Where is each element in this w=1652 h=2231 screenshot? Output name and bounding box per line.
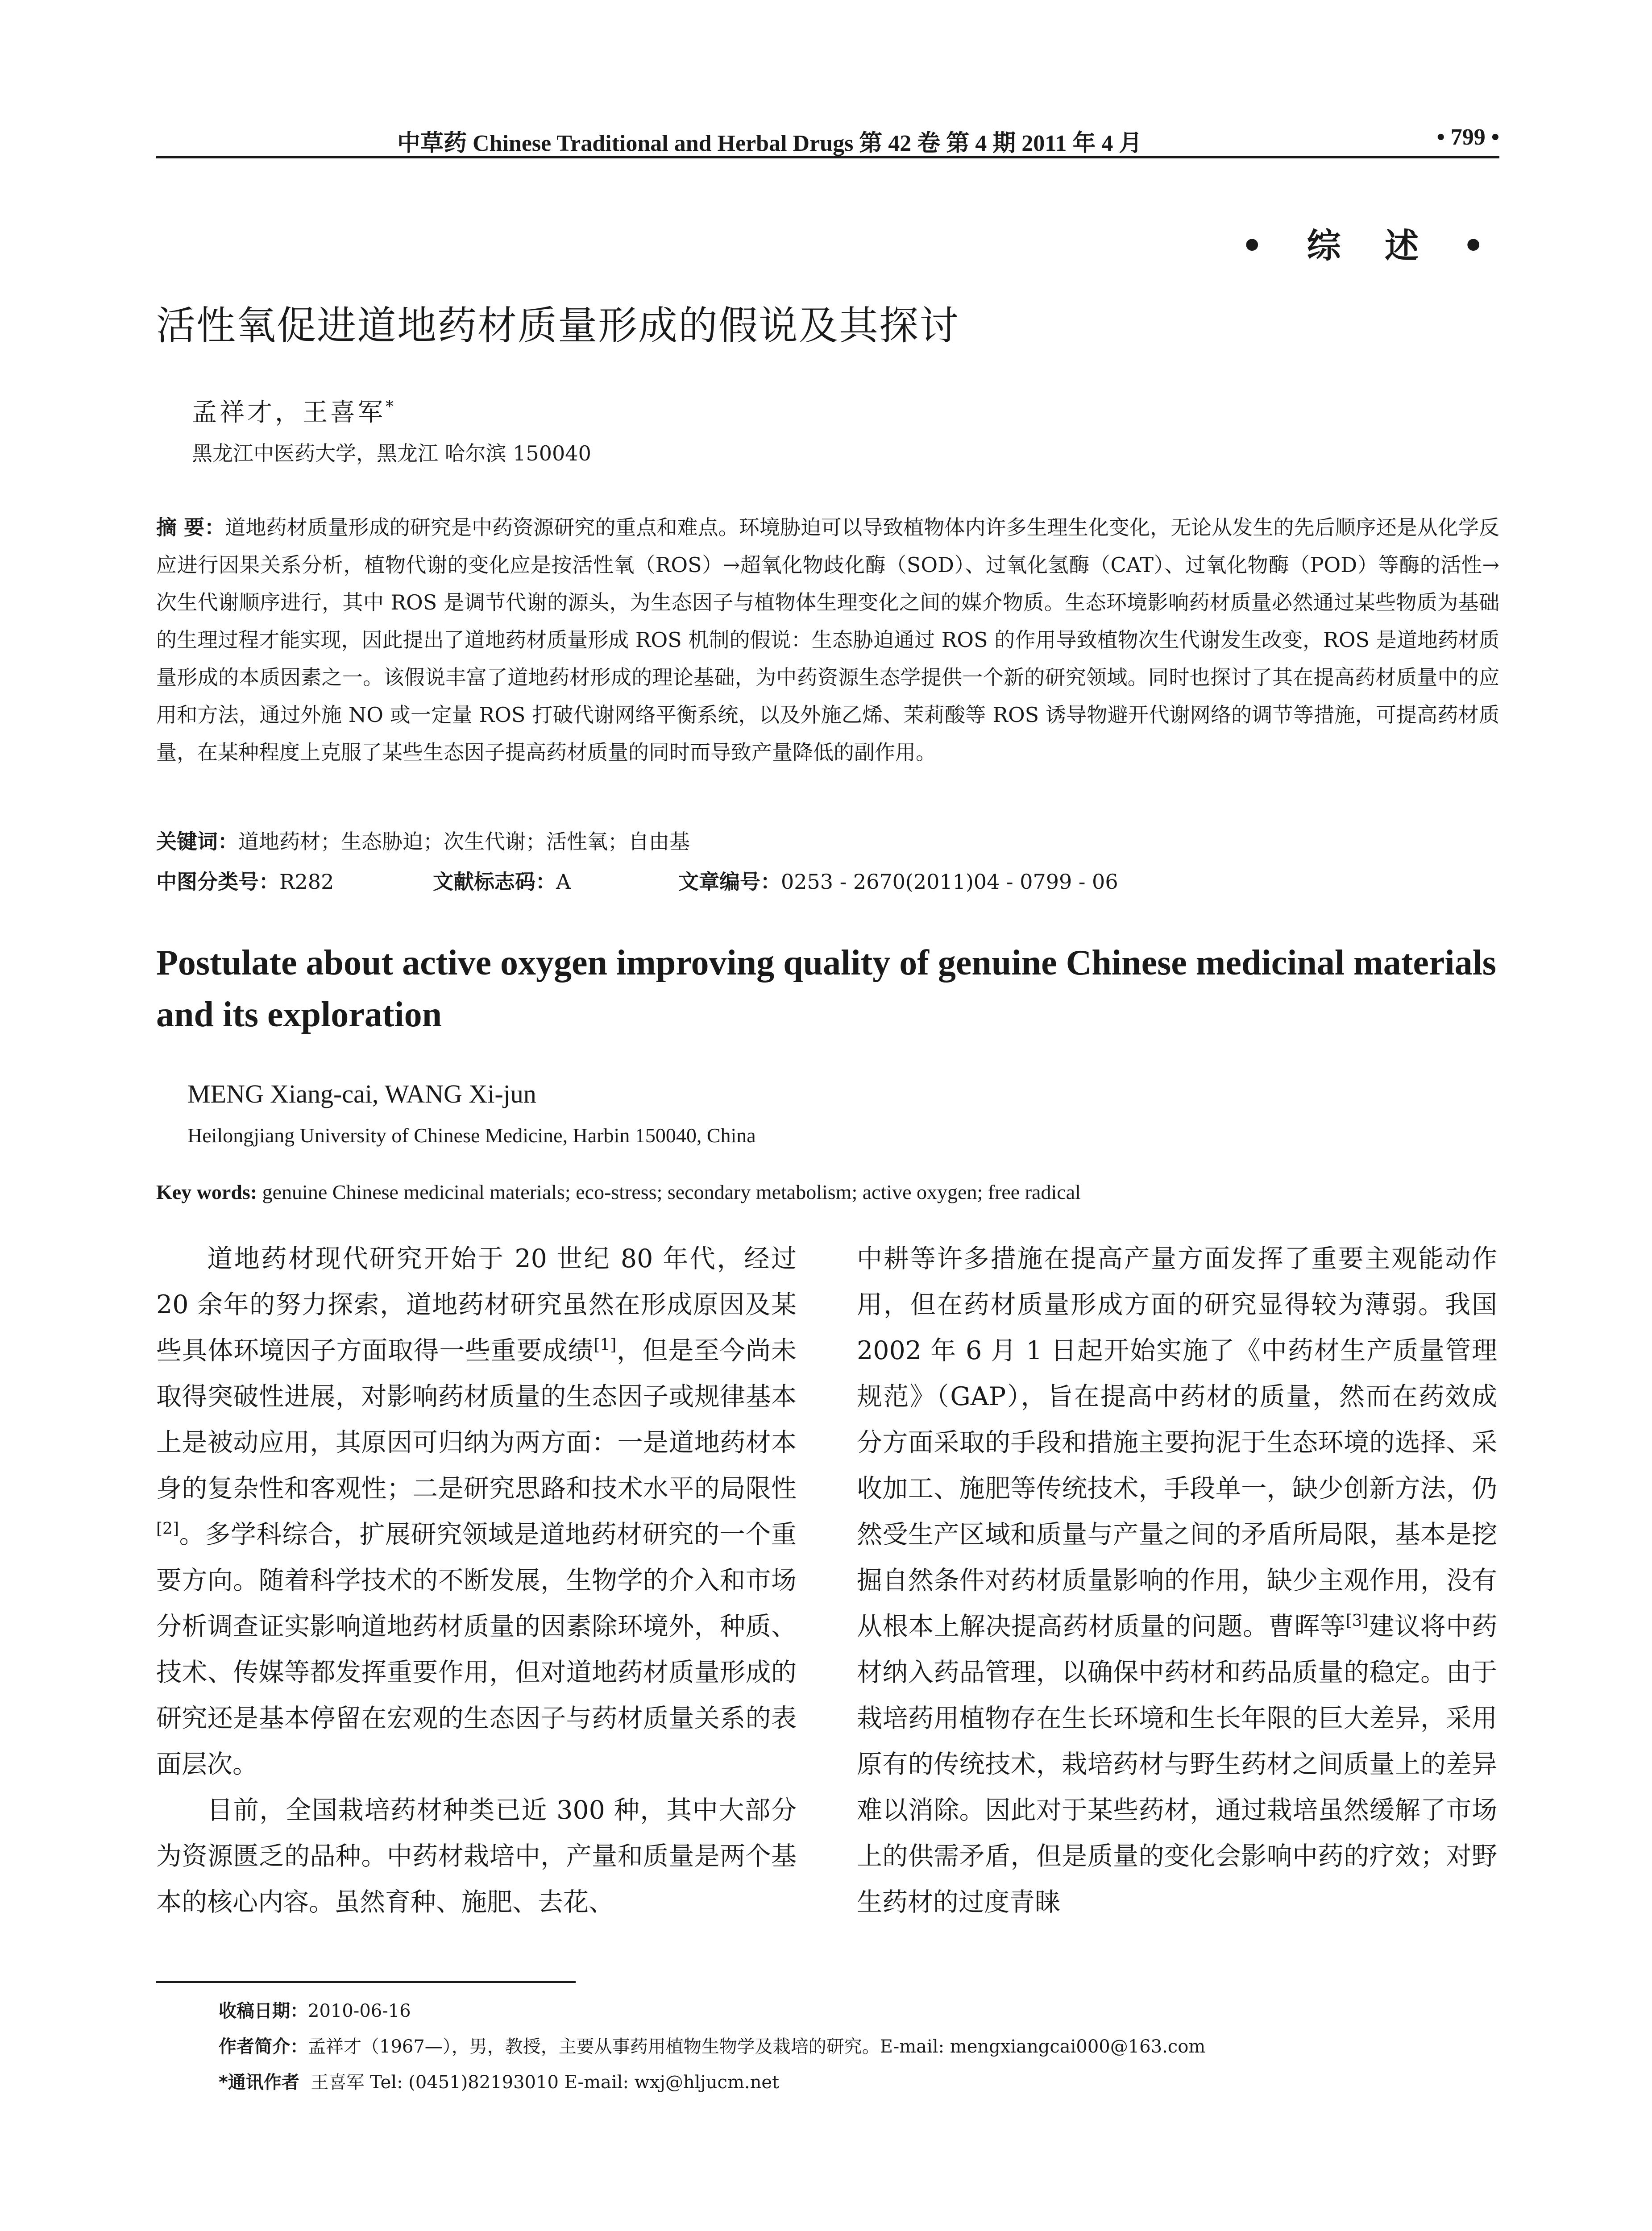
clc-code	[156, 866, 334, 895]
corresponding-mark: *	[386, 398, 396, 416]
abstract	[156, 509, 1499, 771]
english-authors: MENG Xiang-cai, WANG Xi-jun	[187, 1079, 536, 1108]
abstract-label: 摘 要：	[156, 515, 225, 539]
article-number-label: 文章编号：	[678, 870, 781, 894]
citation-ref[interactable]: [3]	[1345, 1612, 1369, 1630]
classification-row	[156, 866, 1361, 897]
article-number	[678, 866, 1118, 895]
keywords	[156, 825, 690, 855]
footnote-rule	[156, 1981, 576, 1983]
footnote-received	[219, 1997, 411, 2022]
footnote-author-bio	[219, 2032, 1205, 2058]
body-column-right	[857, 1236, 1497, 1925]
header-rule	[156, 156, 1499, 158]
chinese-authors	[192, 393, 396, 428]
journal-citation: 中草药 Chinese Traditional and Herbal Drugs 第 42 卷 第 4 期 2011 年 4 月	[397, 131, 1142, 156]
footnote-corresponding	[219, 2068, 779, 2094]
bio-label: 作者简介：	[219, 2036, 308, 2057]
body-paragraph: 目前，全国栽培药材种类已近 300 种，其中大部分为资源匮乏的品种。中药材栽培中，产量和质量是两个基本的核心内容。虽然育种、施肥、去花、	[156, 1796, 797, 1917]
body-paragraph: 中耕等许多措施在提高产量方面发挥了重要主观能动作用，但在药材质量形成方面的研究显得较为薄弱。我国 2002 年 6 月 1 日起开始实施了《中药材生产质量管理规范》（GAP），旨在提高中药材的质量，然而在药效成分方面采取的手段和措施主要拘泥于生态环境的选择、采收加工、施肥等传统技术，手段单一，缺少创新方法，仍然受生产区域和质量与产量之间的矛盾所局限，基本是挖掘自然条件对药材质量影响的作用，缺少主观作用，没有从根本上解决提高药材质量的问题。曹晖等[3]建议将中药材纳入药品管理，以确保中药材和药品质量的稳定。由于栽培药用植物存在生长环境和生长年限的巨大差异，采用原有的传统技术，栽培药材与野生药材之间质量上的差异难以消除。因此对于某些药材，通过栽培虽然缓解了市场上的供需矛盾，但是质量的变化会影响中药的疗效；对野生药材的过度青睐	[857, 1244, 1498, 1917]
body-paragraph: 道地药材现代研究开始于 20 世纪 80 年代，经过 20 余年的努力探索，道地药材研究虽然在形成原因及某些具体环境因子方面取得一些重要成绩[1]，但是至今尚未取得突破性进展，对影响药材质量的生态因子或规律基本上是被动应用，其原因可归纳为两方面：一是道地药材本身的复杂性和客观性；二是研究思路和技术水平的局限性[2]。多学科综合，扩展研究领域是道地药材研究的一个重要方向。随着科学技术的不断发展，生物学的介入和市场分析调查证实影响道地药材质量的因素除环境外，种质、技术、传媒等都发挥重要作用，但对道地药材质量形成的研究还是基本停留在宏观的生态因子与药材质量关系的表面层次。	[156, 1244, 797, 1779]
chinese-title: 活性氧促进道地药材质量形成的假说及其探讨	[156, 303, 960, 348]
english-title: Postulate about active oxygen improving quality of genuine Chinese medicinal materials and its exploration	[156, 943, 1496, 1034]
keywords-text: 道地药材；生态胁迫；次生代谢；活性氧；自由基	[238, 829, 690, 854]
received-date: 2010-06-16	[308, 2001, 411, 2021]
corresponding-label: *通讯作者	[219, 2072, 299, 2093]
document-code-value: A	[556, 870, 571, 894]
keywords-label: 关键词：	[156, 829, 238, 854]
body-column-left	[156, 1236, 797, 1925]
clc-label: 中图分类号：	[156, 870, 279, 894]
citation-ref[interactable]: [1]	[594, 1336, 617, 1354]
bio-text: 孟祥才（1967—），男，教授，主要从事药用植物生物学及栽培的研究。E-mail: mengxiangcai000@163.com	[308, 2036, 1206, 2057]
running-header	[156, 120, 1499, 156]
abstract-text: 道地药材质量形成的研究是中药资源研究的重点和难点。环境胁迫可以导致植物体内许多生理生化变化，无论从发生的先后顺序还是从化学反应进行因果关系分析，植物代谢的变化应是按活性氧（ROS）→超氧化物歧化酶（SOD）、过氧化氢酶（CAT）、过氧化物酶（POD）等酶的活性→次生代谢顺序进行，其中 ROS 是调节代谢的源头，为生态因子与植物体生理变化之间的媒介物质。生态环境影响药材质量必然通过某些物质为基础的生理过程才能实现，因此提出了道地药材质量形成 ROS 机制的假说：生态胁迫通过 ROS 的作用导致植物次生代谢发生改变，ROS 是道地药材质量形成的本质因素之一。该假说丰富了道地药材形成的理论基础，为中药资源生态学提供一个新的研究领域。同时也探讨了其在提高药材质量中的应用和方法，通过外施 NO 或一定量 ROS 打破代谢网络平衡系统，以及外施乙烯、茉莉酸等 ROS 诱导物避开代谢网络的调节等措施，可提高药材质量，在某种程度上克服了某些生态因子提高药材质量的同时而导致产量降低的副作用。	[156, 515, 1500, 764]
citation-ref[interactable]: [2]	[156, 1520, 179, 1538]
section-label: • 综 述 •	[1241, 226, 1500, 265]
english-keywords-label: Key words:	[156, 1181, 257, 1203]
english-affiliation: Heilongjiang University of Chinese Medicine, Harbin 150040, China	[187, 1124, 756, 1147]
author-names: 孟祥才，王喜军	[192, 398, 386, 427]
clc-value: R282	[279, 870, 334, 894]
corresponding-contact: 王喜军 Tel: (0451)82193010 E-mail: wxj@hljucm.net	[311, 2072, 780, 2093]
received-label: 收稿日期：	[219, 2001, 308, 2021]
english-keywords-text: genuine Chinese medicinal materials; eco-stress; secondary metabolism; active oxygen; free radical	[262, 1181, 1081, 1203]
page-number: • 799 •	[1436, 124, 1499, 150]
chinese-affiliation: 黑龙江中医药大学，黑龙江 哈尔滨 150040	[192, 441, 591, 465]
document-code	[433, 866, 571, 895]
english-keywords	[156, 1180, 1081, 1204]
document-code-label: 文献标志码：	[433, 870, 556, 894]
article-number-value: 0253 - 2670(2011)04 - 0799 - 06	[781, 870, 1118, 894]
